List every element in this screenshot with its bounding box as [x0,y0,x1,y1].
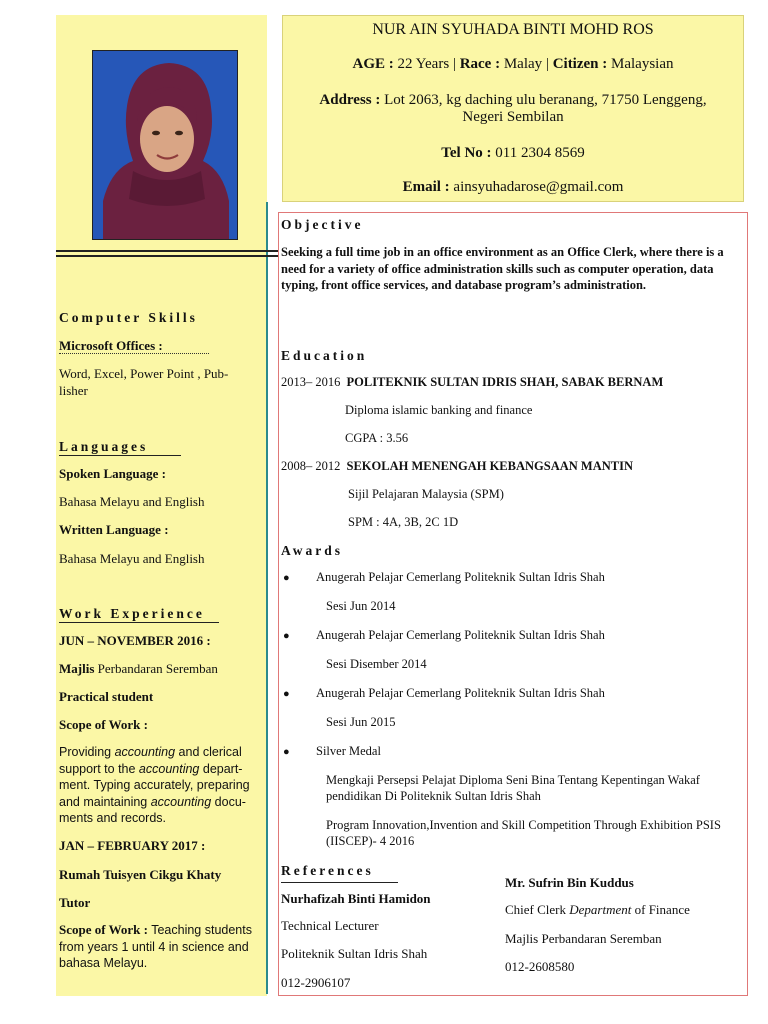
computer-skills-line2: lisher [59,383,88,398]
job1-scope-label: Scope of Work : [59,717,148,732]
email-label: Email : [402,179,450,195]
education-entry-1 [281,375,663,390]
references-title: References [281,863,374,878]
reference-2-name: Mr. Sufrin Bin Kuddus [505,875,634,890]
job1-company-bold: Majlis [59,661,95,676]
award-session: Sesi Disember 2014 [326,657,427,671]
contact-header [282,15,744,202]
spoken-language-value: Bahasa Melayu and English [59,494,205,509]
profile-photo [92,50,238,240]
portrait-image [93,51,238,240]
silver-medal-detail: Program Innovation,Invention and Skill Competition Through Exhibition PSIS (IISCEP)- 4 2016 [326,818,721,848]
address-line1: Lot 2063, kg daching ulu beranang, 71750 Lenggeng, [384,92,707,108]
vertical-divider [266,202,268,994]
double-rule-divider [56,250,278,257]
separator: | [452,56,460,72]
reference-1-phone: 012-2906107 [281,975,351,990]
computer-skills-line1: Word, Excel, Power Point , Pub- [59,366,229,381]
job1-scope-text: Providing accounting and clerical support to the accounting depart-ment. Typing accurately, preparing and maintaining accounting docu-ments and records. [59,745,250,825]
email-value: ainsyuhadarose@gmail.com [453,179,624,195]
award-name: Anugerah Pelajar Cemerlang Politeknik Sultan Idris Shah [316,570,605,584]
bullet-icon: ● [283,630,290,642]
race-label: Race : [459,56,501,72]
age-value: 22 Years [397,56,450,72]
references-underline [281,882,398,883]
education-years: 2008– 2012 [281,459,341,473]
education-school: POLITEKNIK SULTAN IDRIS SHAH, SABAK BERNAM [346,375,664,389]
job1-company [59,661,218,677]
education-school: SEKOLAH MENENGAH KEBANGSAAN MANTIN [346,459,633,473]
reference-2-org: Majlis Perbandaran Seremban [505,931,662,946]
award-session: Sesi Jun 2014 [326,599,396,613]
award-name: Anugerah Pelajar Cemerlang Politeknik Sultan Idris Shah [316,686,605,700]
race-value: Malay [503,56,543,72]
award-name: Anugerah Pelajar Cemerlang Politeknik Sultan Idris Shah [316,628,605,642]
written-language-label: Written Language : [59,522,169,537]
bullet-icon: ● [283,746,290,758]
subtitle-underline [59,353,209,354]
phone-value: 011 2304 8569 [495,145,585,161]
separator: | [545,56,553,72]
job1-period: JUN – NOVEMBER 2016 : [59,633,211,648]
bullet-icon: ● [283,688,290,700]
work-experience-underline [59,622,219,623]
phone-row [283,145,743,162]
job2-role: Tutor [59,895,91,910]
age-label: AGE : [352,56,394,72]
address-label: Address : [319,92,381,108]
computer-skills-subtitle: Microsoft Offices : [59,338,163,353]
job2-scope-text: Scope of Work : Teaching students from years 1 until 4 in science and bahasa Melayu. [59,922,252,970]
personal-info-row [283,56,743,73]
languages-underline [59,455,181,456]
education-title: Education [281,348,368,363]
written-language-value: Bahasa Melayu and English [59,551,205,566]
objective-text: Seeking a full time job in an office environment as an Office Clerk, where there is a need for a variety of office administration skills such as computer operation, data typing, front office services, and database program’s administration. [281,245,724,292]
education-detail: CGPA : 3.56 [345,431,409,445]
education-years: 2013– 2016 [281,375,341,389]
spoken-language-label: Spoken Language : [59,466,166,481]
languages-title: Languages [59,439,149,454]
computer-skills-title: Computer Skills [59,310,198,325]
candidate-name: NUR AIN SYUHADA BINTI MOHD ROS [372,21,654,38]
reference-2-role: Chief Clerk Department of Finance [505,902,690,917]
bullet-icon: ● [283,572,290,584]
job1-role: Practical student [59,689,154,704]
reference-1-name: Nurhafizah Binti Hamidon [281,891,431,906]
objective-title: Objective [281,217,364,232]
education-entry-2 [281,459,633,474]
reference-2-phone: 012-2608580 [505,959,575,974]
job1-company-rest: Perbandaran Seremban [97,661,218,676]
email-row [283,179,743,196]
award-session: Sesi Jun 2015 [326,715,396,729]
education-detail: Sijil Pelajaran Malaysia (SPM) [348,487,504,501]
awards-title: Awards [281,543,344,558]
address-line2: Negeri Sembilan [462,109,564,125]
reference-1-role: Technical Lecturer [281,918,379,933]
phone-label: Tel No : [441,145,492,161]
work-experience-title: Work Experience [59,606,205,621]
education-detail: Diploma islamic banking and finance [345,403,533,417]
address-row [283,92,743,109]
education-detail: SPM : 4A, 3B, 2C 1D [348,515,459,529]
silver-medal-name: Silver Medal [316,744,381,758]
silver-medal-detail: Mengkaji Persepsi Pelajat Diploma Seni Bina Tentang Kepentingan Wakaf pendidikan Di Politeknik Sultan Idris Shah [326,773,700,803]
job2-period: JAN – FEBRUARY 2017 : [59,838,206,853]
citizen-value: Malaysian [611,56,674,72]
job2-company: Rumah Tuisyen Cikgu Khaty [59,867,222,882]
citizen-label: Citizen : [552,56,608,72]
reference-1-org: Politeknik Sultan Idris Shah [281,946,428,961]
